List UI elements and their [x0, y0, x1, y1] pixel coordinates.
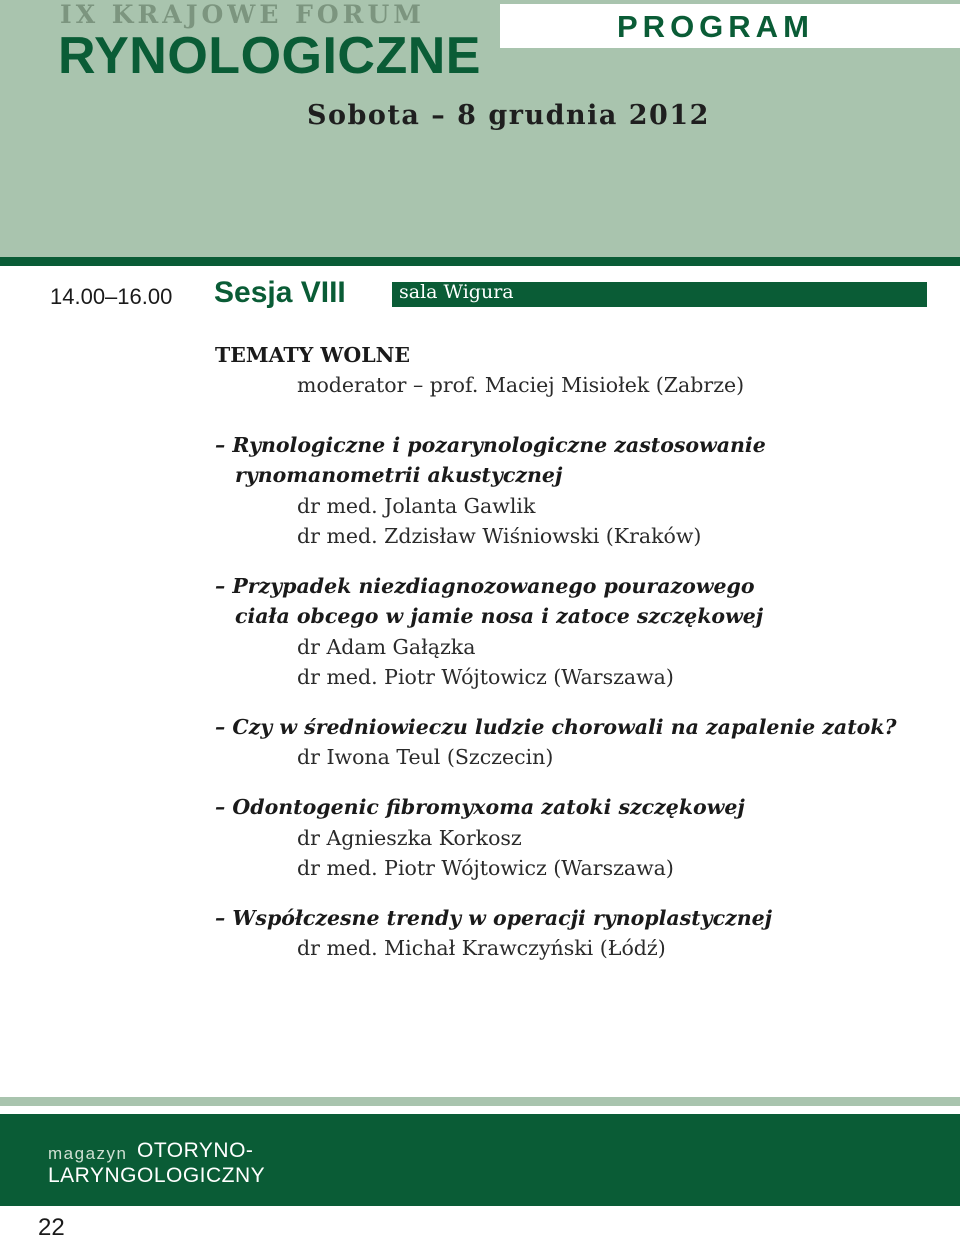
- program-label: PROGRAM: [617, 9, 814, 44]
- room-label: sala Wigura: [399, 281, 514, 303]
- day-title: Sobota – 8 grudnia 2012: [307, 100, 710, 131]
- talk-title: – Odontogenic fibromyxoma zatoki szczękowej: [215, 795, 745, 819]
- program-box: [500, 4, 960, 48]
- forum-title: RYNOLOGICZNE: [58, 27, 481, 85]
- footer-divider: [0, 1097, 960, 1106]
- talk-title-continued: ciała obcego w jamie nosa i zatoce szczękowej: [235, 604, 764, 628]
- session-title: Sesja VIII: [214, 276, 346, 309]
- talk-author: dr med. Piotr Wójtowicz (Warszawa): [297, 856, 674, 880]
- magazine-label: magazyn: [48, 1144, 128, 1163]
- talk-author: dr Iwona Teul (Szczecin): [297, 745, 554, 769]
- session-topic: TEMATY WOLNE: [215, 343, 411, 367]
- talk-author: dr Adam Gałązka: [297, 635, 476, 659]
- talk-author: dr med. Zdzisław Wiśniowski (Kraków): [297, 524, 702, 548]
- header-banner: [0, 0, 960, 250]
- magazine-name-line2: LARYNGOLOGICZNY: [48, 1164, 266, 1187]
- talk-title: – Przypadek niezdiagnozowanego pourazowego: [215, 574, 755, 598]
- room-box: [392, 282, 927, 307]
- talk-title-continued: rynomanometrii akustycznej: [235, 463, 563, 487]
- magazine-name-line1: OTORYNO-: [137, 1139, 254, 1162]
- forum-edition: IX KRAJOWE FORUM: [60, 0, 425, 29]
- footer-banner: [0, 1114, 960, 1206]
- divider-light: [0, 250, 960, 257]
- talk-author: dr med. Piotr Wójtowicz (Warszawa): [297, 665, 674, 689]
- talk-title: – Czy w średniowieczu ludzie chorowali na zapalenie zatok?: [215, 715, 897, 739]
- session-moderator: moderator – prof. Maciej Misiołek (Zabrze): [297, 373, 745, 397]
- talk-author: dr med. Jolanta Gawlik: [297, 494, 536, 518]
- page-number: 22: [38, 1214, 65, 1241]
- talk-title: – Rynologiczne i pozarynologiczne zastosowanie: [215, 433, 766, 457]
- divider-dark: [0, 257, 960, 266]
- talk-author: dr med. Michał Krawczyński (Łódź): [297, 936, 666, 960]
- talk-author: dr Agnieszka Korkosz: [297, 826, 522, 850]
- session-time: 14.00–16.00: [50, 284, 173, 309]
- talk-title: – Współczesne trendy w operacji rynoplastycznej: [215, 906, 773, 930]
